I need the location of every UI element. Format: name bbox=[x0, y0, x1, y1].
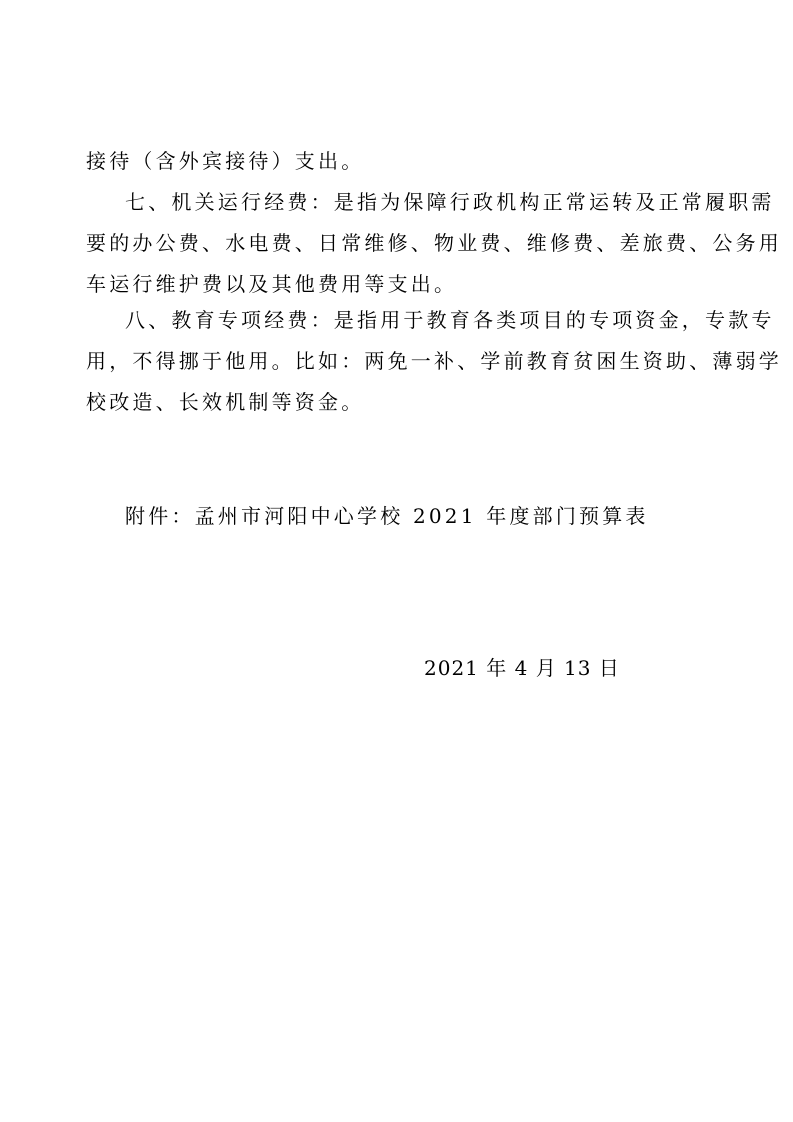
attachment-note: 附件：孟州市河阳中心学校 2021 年度部门预算表 bbox=[125, 504, 649, 528]
document-date: 2021 年 4 月 13 日 bbox=[424, 656, 620, 680]
paragraph-7-line-3: 车运行维护费以及其他费用等支出。 bbox=[86, 272, 458, 296]
paragraph-7-line-2: 要的办公费、水电费、日常维修、物业费、维修费、差旅费、公务用 bbox=[86, 231, 782, 255]
paragraph-8-line-2: 用，不得挪于他用。比如：两免一补、学前教育贫困生资助、薄弱学 bbox=[86, 349, 782, 373]
paragraph-8-line-1: 八、教育专项经费：是指用于教育各类项目的专项资金，专款专 bbox=[125, 308, 775, 332]
paragraph-7-line-1: 七、机关运行经费：是指为保障行政机构正常运转及正常履职需 bbox=[125, 190, 775, 214]
text-line-reception-expense: 接待（含外宾接待）支出。 bbox=[86, 149, 365, 173]
paragraph-8-line-3: 校改造、长效机制等资金。 bbox=[86, 390, 365, 414]
